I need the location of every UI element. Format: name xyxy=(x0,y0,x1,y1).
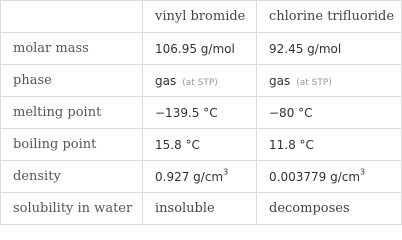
molar-mass-chlorine-trifluoride: 92.45 g/mol xyxy=(257,33,402,65)
solubility-vinyl-bromide: insoluble xyxy=(143,193,257,225)
melting-point-chlorine-trifluoride: −80 °C xyxy=(257,97,402,129)
phase-chlorine-trifluoride: gas xyxy=(269,73,291,88)
density-chlorine-trifluoride-exponent: 3 xyxy=(360,167,366,177)
boiling-point-vinyl-bromide: 15.8 °C xyxy=(143,129,257,161)
row-label-melting-point: melting point xyxy=(1,97,143,129)
header-vinyl-bromide: vinyl bromide xyxy=(143,1,257,33)
table-row xyxy=(1,193,402,225)
table-row xyxy=(1,129,402,161)
phase-chlorine-trifluoride-cell xyxy=(257,65,402,97)
phase-vinyl-bromide-cell xyxy=(143,65,257,97)
melting-point-vinyl-bromide: −139.5 °C xyxy=(143,97,257,129)
header-row xyxy=(1,1,402,33)
table-row xyxy=(1,33,402,65)
row-label-phase: phase xyxy=(1,65,143,97)
table-row xyxy=(1,161,402,193)
phase-vinyl-bromide: gas xyxy=(155,73,177,88)
density-chlorine-trifluoride-cell xyxy=(257,161,402,193)
row-label-solubility-in-water: solubility in water xyxy=(1,193,143,225)
density-vinyl-bromide-exponent: 3 xyxy=(223,167,229,177)
phase-vinyl-bromide-note: (at STP) xyxy=(182,77,218,88)
density-vinyl-bromide-cell xyxy=(143,161,257,193)
phase-chlorine-trifluoride-note: (at STP) xyxy=(296,77,332,88)
header-blank-cell xyxy=(1,1,143,33)
row-label-molar-mass: molar mass xyxy=(1,33,143,65)
boiling-point-chlorine-trifluoride: 11.8 °C xyxy=(257,129,402,161)
density-vinyl-bromide: 0.927 g/cm xyxy=(155,169,224,184)
table-row xyxy=(1,65,402,97)
header-chlorine-trifluoride: chlorine trifluoride xyxy=(257,1,402,33)
row-label-density: density xyxy=(1,161,143,193)
molar-mass-vinyl-bromide: 106.95 g/mol xyxy=(143,33,257,65)
density-chlorine-trifluoride: 0.003779 g/cm xyxy=(269,169,361,184)
table-row xyxy=(1,97,402,129)
solubility-chlorine-trifluoride: decomposes xyxy=(257,193,402,225)
row-label-boiling-point: boiling point xyxy=(1,129,143,161)
